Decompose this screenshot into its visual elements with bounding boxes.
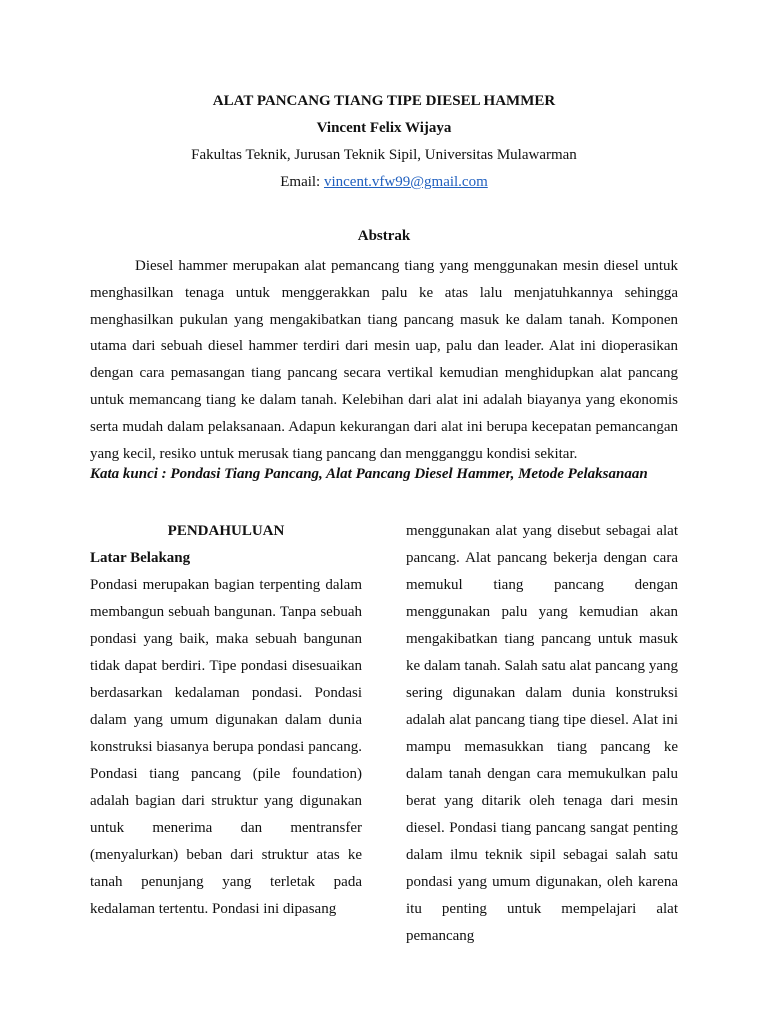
email-line <box>0 174 768 191</box>
email-label: Email: <box>280 174 324 190</box>
email-link[interactable]: vincent.vfw99@gmail.com <box>323 174 488 190</box>
paper-title: ALAT PANCANG TIANG TIPE DIESEL HAMMER <box>212 93 556 109</box>
subsection-heading: Latar Belakang <box>90 550 191 566</box>
left-column <box>90 518 362 923</box>
left-column-text: Pondasi merupakan bagian terpenting dalam membangun sebuah bangunan. Tanpa sebuah pondasi yang baik, maka sebuah bangunan tidak dapat berdiri. Tipe pondasi disesuaikan berdasarkan kedalaman pondasi. Pondasi dalam yang umum digunakan dalam dunia konstruksi biasanya berupa pondasi pancang. Pondasi tiang pancang (pile foundation) adalah bagian dari struktur yang digunakan untuk menerima dan mentransfer (menyalurkan) beban dari struktur atas ke tanah penunjang yang terletak pada kedalaman tertentu. Pondasi ini dipasang <box>90 577 362 917</box>
author-name: Vincent Felix Wijaya <box>316 120 452 136</box>
keywords: Kata kunci : Pondasi Tiang Pancang, Alat Pancang Diesel Hammer, Metode Pelaksanaan <box>90 466 648 482</box>
author-affiliation: Fakultas Teknik, Jurusan Teknik Sipil, Universitas Mulawarman <box>191 147 577 163</box>
section-heading: PENDAHULUAN <box>167 523 285 539</box>
right-column <box>406 518 678 950</box>
abstract-text: Diesel hammer merupakan alat pemancang tiang yang menggunakan mesin diesel untuk menghasilkan tenaga untuk menggerakkan palu ke atas lalu menjatuhkannya sehingga menghasilkan pukulan yang mengakibatkan tiang pancang masuk ke dalam tanah. Komponen utama dari sebuah diesel hammer terdiri dari mesin uap, palu dan leader. Alat ini dioperasikan dengan cara pemasangan tiang pancang secara vertikal kemudian menghidupkan alat pancang untuk memancang tiang ke dalam tanah. Kelebihan dari alat ini adalah biayanya yang ekonomis serta mudah dalam pelaksanaan. Adapun kekurangan dari alat ini berupa kecepatan pemancangan yang kecil, resiko untuk merusak tiang pancang dan mengganggu kondisi sekitar. <box>90 258 678 462</box>
abstract-heading: Abstrak <box>357 228 411 244</box>
right-column-text: menggunakan alat yang disebut sebagai alat pancang. Alat pancang bekerja dengan cara memukul tiang pancang dengan menggunakan palu yang kemudian akan mengakibatkan tiang pancang untuk masuk ke dalam tanah. Salah satu alat pancang yang sering digunakan dalam dunia konstruksi adalah alat pancang tiang tipe diesel. Alat ini mampu memasukkan tiang pancang ke dalam tanah dengan cara memukulkan palu berat yang ditarik oleh tenaga dari mesin diesel. Pondasi tiang pancang sangat penting dalam ilmu teknik sipil sebagai salah satu pondasi yang umum digunakan, oleh karena itu penting untuk mempelajari alat pemancang <box>406 523 678 944</box>
